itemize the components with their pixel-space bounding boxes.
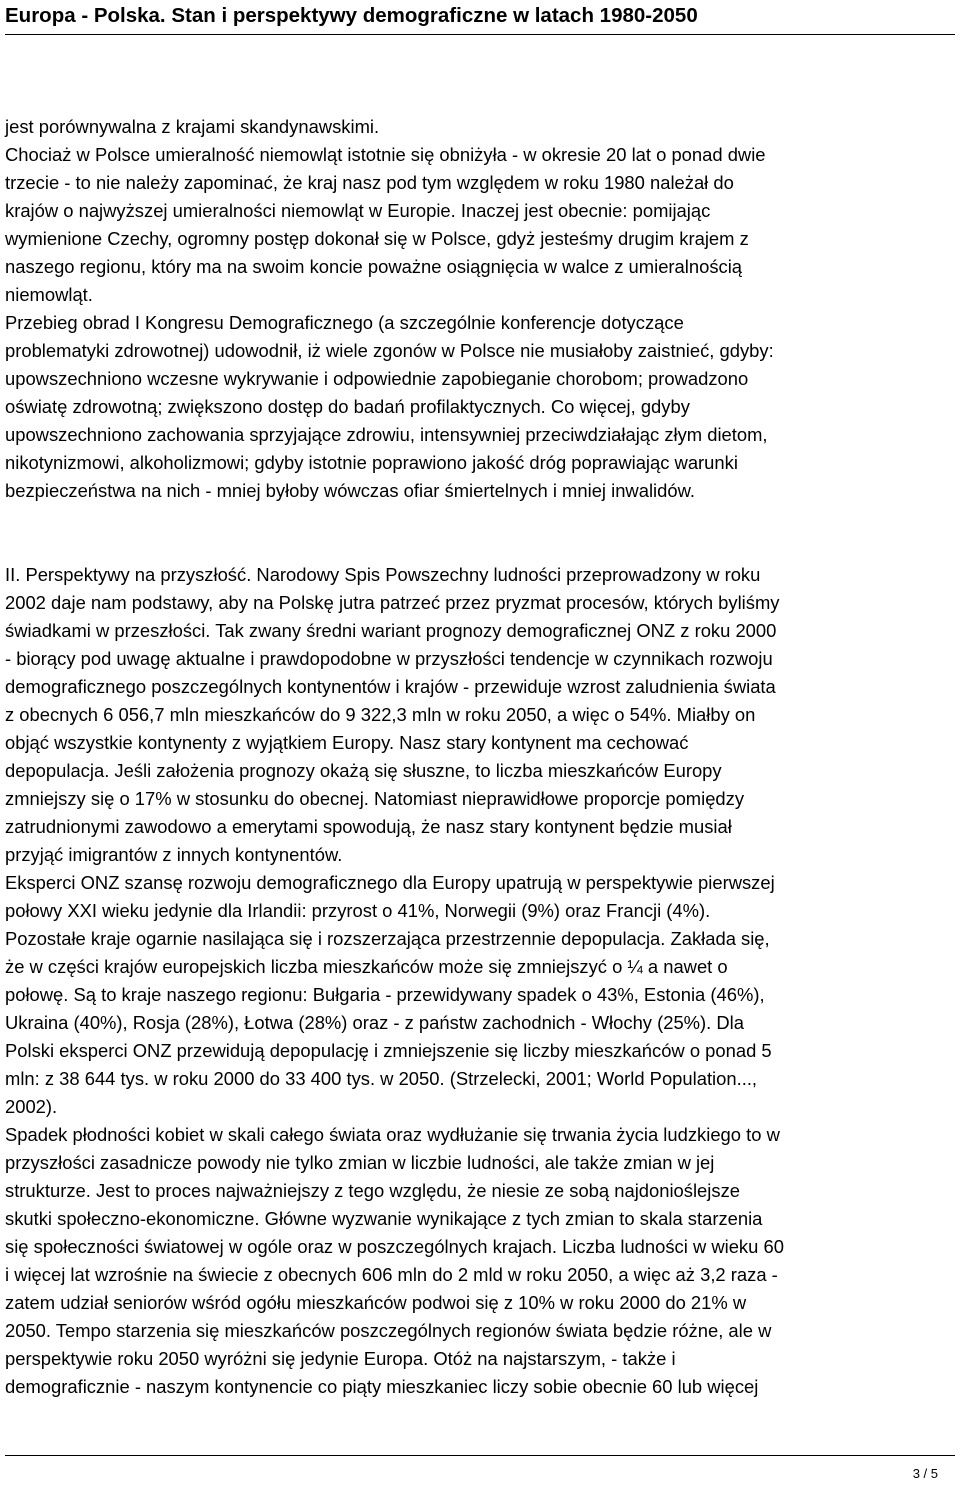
text-line: demograficznie - naszym kontynencie co piąty mieszkaniec liczy sobie obecnie 60 lub więcej [5,1376,759,1397]
page-title: Europa - Polska. Stan i perspektywy demograficzne w latach 1980-2050 [5,4,698,27]
text-line: Przebieg obrad I Kongresu Demograficznego (a szczególnie konferencje dotyczące [5,312,684,333]
text-line: objąć wszystkie kontynenty z wyjątkiem Europy. Nasz stary kontynent ma cechować [5,732,689,753]
text-line: nikotynizmowi, alkoholizmowi; gdyby istotnie poprawiono jakość dróg poprawiając warunki [5,452,738,473]
text-line: świadkami w przeszłości. Tak zwany średni wariant prognozy demograficznej ONZ z roku 2000 [5,620,777,641]
text-line: z obecnych 6 056,7 mln mieszkańców do 9 322,3 mln w roku 2050, a więc o 54%. Miałby on [5,704,756,725]
text-line: się społeczności światowej w ogóle oraz w poszczególnych krajach. Liczba ludności w wieku 60 [5,1236,784,1257]
text-line: i więcej lat wzrośnie na świecie z obecnych 606 mln do 2 mld w roku 2050, a więc aż 3,2 raza - [5,1264,778,1285]
text-line: zmniejszy się o 17% w stosunku do obecnej. Natomiast nieprawidłowe proporcje pomiędzy [5,788,745,809]
text-line: że w części krajów europejskich liczba mieszkańców może się zmniejszyć o ¼ a nawet o [5,956,728,977]
text-line: upowszechniono zachowania sprzyjające zdrowiu, intensywniej przeciwdziałając złym dietom, [5,424,768,445]
text-line: niemowląt. [5,284,93,305]
text-line: 2002). [5,1096,58,1117]
text-line: strukturze. Jest to proces najważniejszy z tego względu, że niesie ze sobą najdonioślejsze [5,1180,740,1201]
paragraph-block-mortality [5,113,955,505]
text-line: II. Perspektywy na przyszłość. Narodowy Spis Powszechny ludności przeprowadzony w roku [5,564,761,585]
text-line: przyjąć imigrantów z innych kontynentów. [5,844,343,865]
text-line: Eksperci ONZ szansę rozwoju demograficznego dla Europy upatrują w perspektywie pierwszej [5,872,775,893]
footer-divider [5,1455,955,1456]
text-line: upowszechniono wczesne wykrywanie i odpowiednie zapobieganie chorobom; prowadzono [5,368,749,389]
text-line: demograficznego poszczególnych kontynentów i krajów - przewiduje wzrost zaludnienia świata [5,676,776,697]
blank-line [5,533,955,561]
text-line: przyszłości zasadnicze powody nie tylko zmian w liczbie ludności, ale także zmian w jej [5,1152,715,1173]
text-line: połowę. Są to kraje naszego regionu: Bułgaria - przewidywany spadek o 43%, Estonia (46%), [5,984,765,1005]
text-line: perspektywie roku 2050 wyróżni się jedynie Europa. Otóż na najstarszym, - także i [5,1348,676,1369]
text-line: trzecie - to nie należy zapominać, że kraj nasz pod tym względem w roku 1980 należał do [5,172,734,193]
text-line: wymienione Czechy, ogromny postęp dokonał się w Polsce, gdyż jesteśmy drugim krajem z [5,228,749,249]
text-line: oświatę zdrowotną; zwiększono dostęp do badań profilaktycznych. Co więcej, gdyby [5,396,690,417]
text-line: mln: z 38 644 tys. w roku 2000 do 33 400 tys. w 2050. (Strzelecki, 2001; World Population..., [5,1068,758,1089]
page-number: 3 / 5 [912,1466,938,1481]
text-line: zatrudnionymi zawodowo a emerytami spowodują, że nasz stary kontynent będzie musiał [5,816,732,837]
text-line: 2002 daje nam podstawy, aby na Polskę jutra patrzeć przez pryzmat procesów, których byliśmy [5,592,780,613]
text-line: depopulacja. Jeśli założenia prognozy okażą się słuszne, to liczba mieszkańców Europy [5,760,722,781]
page-header [5,4,955,35]
text-line: połowy XXI wieku jedynie dla Irlandii: przyrost o 41%, Norwegii (9%) oraz Francji (4%). [5,900,711,921]
text-line: bezpieczeństwa na nich - mniej byłoby wówczas ofiar śmiertelnych i mniej inwalidów. [5,480,695,501]
text-line: 2050. Tempo starzenia się mieszkańców poszczególnych regionów świata będzie różne, ale w [5,1320,772,1341]
text-line: zatem udział seniorów wśród ogółu mieszkańców podwoi się z 10% w roku 2000 do 21% w [5,1292,747,1313]
text-line: Spadek płodności kobiet w skali całego świata oraz wydłużanie się trwania życia ludzkiego to w [5,1124,780,1145]
text-line: skutki społeczno-ekonomiczne. Główne wyzwanie wynikające z tych zmian to skala starzenia [5,1208,763,1229]
text-line: krajów o najwyższej umieralności niemowląt w Europie. Inaczej jest obecnie: pomijając [5,200,711,221]
paragraph-block-perspectives [5,561,955,1401]
text-line: Polski eksperci ONZ przewidują depopulację i zmniejszenie się liczby mieszkańców o ponad 5 [5,1040,772,1061]
text-line: problematyki zdrowotnej) udowodnił, iż wiele zgonów w Polsce nie musiałoby zaistnieć, gdyby: [5,340,774,361]
text-line: Ukraina (40%), Rosja (28%), Łotwa (28%) oraz - z państw zachodnich - Włochy (25%). Dla [5,1012,744,1033]
blank-line [5,505,955,533]
header-divider [5,34,955,35]
text-line: - biorący pod uwagę aktualne i prawdopodobne w przyszłości tendencje w czynnikach rozwoju [5,648,773,669]
text-line: Chociaż w Polsce umieralność niemowląt istotnie się obniżyła - w okresie 20 lat o ponad dwie [5,144,766,165]
text-line: Pozostałe kraje ogarnie nasilająca się i rozszerzająca przestrzennie depopulacja. Zakłada się, [5,928,770,949]
text-line: naszego regionu, który ma na swoim koncie poważne osiągnięcia w walce z umieralnością [5,256,743,277]
text-line: jest porównywalna z krajami skandynawskimi. [5,116,380,137]
document-body [5,113,955,1401]
